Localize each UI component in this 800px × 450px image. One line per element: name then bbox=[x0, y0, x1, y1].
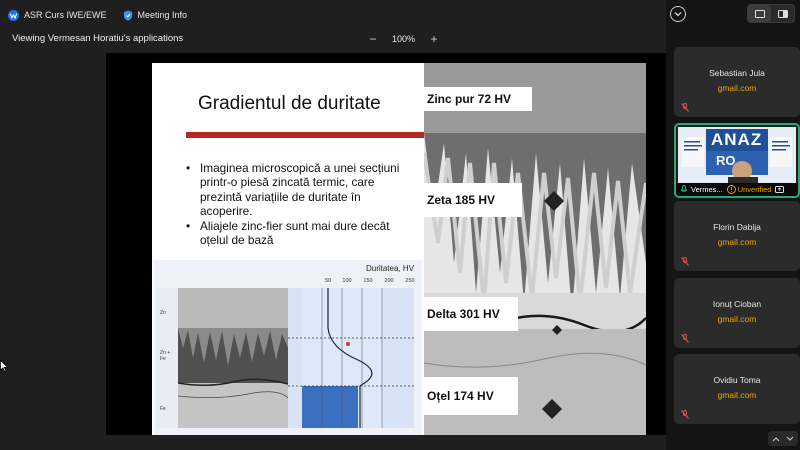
shield-icon bbox=[123, 10, 133, 21]
top-bar bbox=[0, 0, 666, 30]
verification-status: Unverified bbox=[737, 185, 772, 194]
warning-icon bbox=[727, 185, 736, 194]
hardness-axis-ticks bbox=[322, 278, 418, 286]
mouse-cursor-icon bbox=[0, 360, 8, 372]
tick-label: 50 bbox=[324, 278, 332, 284]
participant-name: Sebastian Jula bbox=[709, 68, 765, 78]
meeting-title: ASR Curs IWE/EWE bbox=[24, 10, 107, 20]
participant-name-band bbox=[676, 183, 798, 196]
bullet-text: Imaginea microscopică a unei secțiuni printr-o piesă zincată termic, care prezintă variațiile de duritate în acoperire. bbox=[200, 161, 400, 219]
bullet-text: Aliajele zinc-fier sunt mai dure decât oțelul de bază bbox=[200, 218, 390, 248]
participant-name: Vermes... bbox=[691, 185, 723, 194]
meeting-info-label: Meeting Info bbox=[137, 10, 188, 20]
meeting-tab[interactable] bbox=[0, 0, 115, 30]
participant-tile[interactable] bbox=[674, 278, 800, 348]
layer-label-steel: Oțel 174 HV bbox=[424, 377, 518, 415]
zone-label: Zn + Fe bbox=[160, 350, 171, 362]
participant-tile[interactable] bbox=[674, 47, 800, 117]
video-brand-text: ANAZ bbox=[711, 130, 763, 149]
participant-tile[interactable] bbox=[674, 201, 800, 271]
split-view-button[interactable] bbox=[771, 5, 794, 22]
view-bar bbox=[0, 30, 666, 50]
muted-mic-icon bbox=[681, 103, 689, 112]
tick-label: 200 bbox=[384, 278, 394, 284]
tick-label: 100 bbox=[342, 278, 352, 284]
tick-label: 150 bbox=[363, 278, 373, 284]
single-view-button[interactable] bbox=[748, 5, 771, 22]
title-underline bbox=[186, 132, 424, 138]
zone-labels bbox=[156, 288, 178, 428]
collapse-panel-button[interactable] bbox=[670, 6, 686, 22]
participant-email: gmail.com bbox=[717, 314, 757, 324]
layer-label-zeta: Zeta 185 HV bbox=[424, 183, 522, 217]
participant-email: gmail.com bbox=[717, 237, 757, 247]
participant-tile-active[interactable] bbox=[674, 123, 800, 198]
bullet-list bbox=[186, 161, 411, 247]
muted-mic-icon bbox=[681, 410, 689, 419]
zone-label: Fe bbox=[160, 406, 166, 412]
muted-mic-icon bbox=[681, 334, 689, 343]
tile-scroll-control bbox=[768, 431, 798, 446]
participant-email: gmail.com bbox=[717, 83, 757, 93]
single-window-icon bbox=[755, 10, 765, 18]
zoom-in-button[interactable]: + bbox=[430, 32, 438, 46]
viewing-label: Viewing Vermesan Horatiu's applications bbox=[12, 33, 184, 44]
chevron-down-icon[interactable] bbox=[786, 436, 794, 442]
participant-email: gmail.com bbox=[717, 390, 757, 400]
participant-tile[interactable] bbox=[674, 354, 800, 424]
layer-label-zinc: Zinc pur 72 HV bbox=[424, 87, 532, 111]
zoom-level: 100% bbox=[392, 34, 416, 44]
participant-video bbox=[678, 127, 796, 183]
tick-label: 250 bbox=[405, 278, 415, 284]
micrograph-thumbnail bbox=[178, 288, 288, 428]
micrograph-panel bbox=[424, 63, 646, 435]
slide-title: Gradientul de duritate bbox=[198, 93, 381, 114]
slide-left-panel bbox=[152, 63, 424, 435]
webex-logo-icon bbox=[8, 10, 19, 21]
zone-label: Zn bbox=[160, 310, 166, 316]
muted-mic-icon bbox=[681, 257, 689, 266]
hardness-profile-graph bbox=[288, 288, 414, 428]
bullet-item: • Imaginea microscopică a unei secțiuni printr-o piesă zincată termic, care prezintă variațiile de duritate în acoperire. bbox=[186, 161, 411, 219]
layer-label-delta: Delta 301 HV bbox=[424, 297, 518, 331]
participant-name: Ionuț Cioban bbox=[712, 299, 762, 309]
zoom-out-button[interactable]: − bbox=[369, 32, 377, 46]
video-sub-text: RO bbox=[716, 153, 736, 168]
zoom-control bbox=[366, 32, 441, 46]
bullet-item: • Aliajele zinc-fier sunt mai dure decât oțelul de bază bbox=[186, 219, 411, 248]
meeting-info-tab[interactable] bbox=[115, 0, 196, 30]
hardness-figure bbox=[154, 260, 422, 435]
chevron-down-icon bbox=[671, 7, 685, 21]
chevron-up-icon[interactable] bbox=[772, 436, 780, 442]
participant-name: Ovidiu Toma bbox=[713, 375, 761, 385]
participant-name: Florin Dabija bbox=[713, 222, 761, 232]
split-window-icon bbox=[778, 10, 788, 18]
screen-share-icon bbox=[775, 186, 784, 194]
mic-icon bbox=[680, 185, 688, 194]
layout-toggle bbox=[747, 4, 795, 23]
hardness-axis-label: Duritatea, HV bbox=[365, 264, 414, 273]
